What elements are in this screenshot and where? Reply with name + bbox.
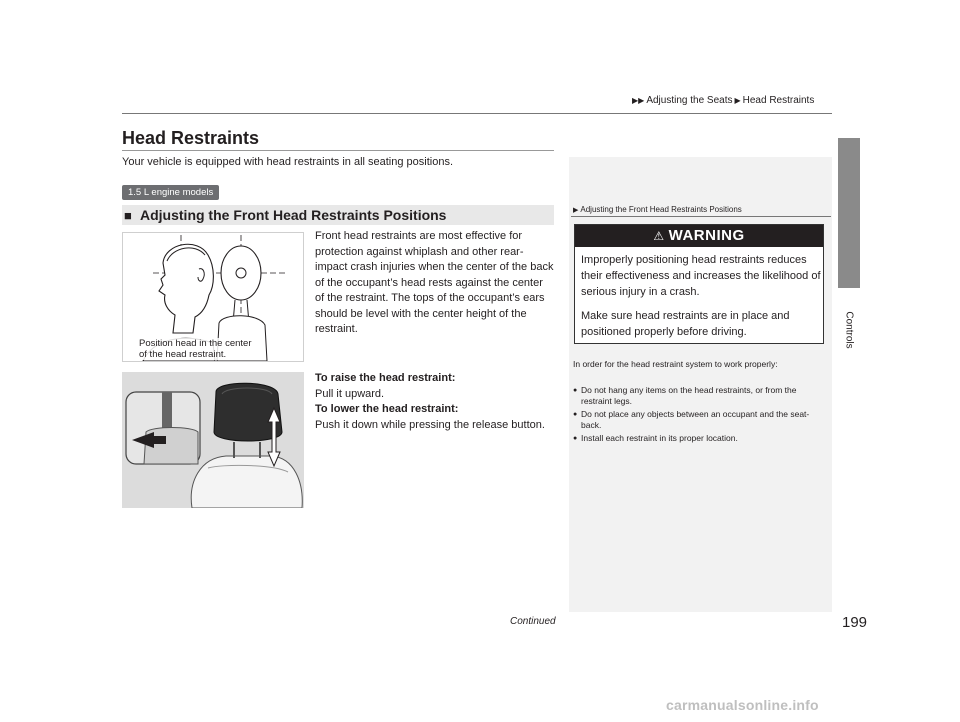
header-divider — [122, 113, 832, 114]
figure-caption: Position head in the center of the head restraint. — [139, 338, 252, 360]
note-body: In order for the head restraint system to work properly: — [573, 359, 778, 369]
continued-label: Continued — [510, 616, 556, 627]
sidebar-note — [569, 157, 832, 612]
raise-heading: To raise the head restraint: — [315, 372, 456, 384]
adjust-restraint-figure — [122, 372, 304, 508]
section-heading — [122, 205, 554, 225]
model-badge: 1.5 L engine models — [122, 185, 219, 200]
list-item: ● Do not hang any items on the head restraints, or from the restraint legs. — [573, 385, 828, 407]
warning-text-2: Make sure head restraints are in place and positioned properly before driving. — [581, 310, 790, 338]
page-number: 199 — [842, 614, 868, 631]
warning-box — [574, 224, 824, 344]
watermark: carmanualsonline.info — [666, 697, 819, 713]
chapter-label: Controls — [843, 311, 855, 349]
warning-header: ⚠ WARNING — [575, 225, 823, 247]
page-title: Head Restraints — [122, 128, 260, 148]
warning-triangle-icon: ⚠ — [653, 229, 665, 243]
lower-text: Push it down while pressing the release button. — [315, 418, 545, 431]
note-divider — [571, 216, 831, 217]
adjust-restraint-illustration — [122, 372, 304, 508]
note-marker-icon: ▶ — [573, 207, 579, 214]
section-heading-text: Adjusting the Front Head Restraints Positions — [140, 207, 447, 223]
title-divider — [122, 150, 554, 151]
breadcrumb-head-restraints: Head Restraints — [742, 95, 815, 106]
breadcrumb-arrow-icon: ▶▶ — [632, 96, 645, 105]
list-item: ● Install each restraint in its proper location. — [573, 433, 828, 444]
breadcrumb-arrow-icon: ▶ — [734, 96, 741, 105]
adjust-steps — [315, 371, 555, 433]
intro-text: Your vehicle is equipped with head restraints in all seating positions. — [122, 156, 454, 168]
raise-text: Pull it upward. — [315, 387, 385, 400]
list-item: ● Do not place any objects between an occupant and the seat-back. — [573, 409, 828, 431]
breadcrumb-seats: Adjusting the Seats — [646, 95, 733, 106]
chapter-tab — [838, 138, 860, 288]
note-title: ▶ Adjusting the Front Head Restraints Positions — [573, 205, 742, 214]
body-paragraph: Front head restraints are most effective for protection against whiplash and other rear-impact crash injuries when the center of the back of the occupant’s head rests against the center of the restraint. The tops of the occupant’s ears should be level with the center height of the restraint. — [315, 230, 554, 335]
lower-heading: To lower the head restraint: — [315, 403, 459, 415]
breadcrumb — [630, 95, 814, 106]
section-marker-icon: ■ — [124, 208, 132, 223]
note-bullets — [573, 385, 828, 446]
warning-text-1: Improperly positioning head restraints reduces their effectiveness and increases the likelihood of serious injury in a crash. — [581, 254, 821, 298]
head-position-figure — [122, 232, 304, 362]
